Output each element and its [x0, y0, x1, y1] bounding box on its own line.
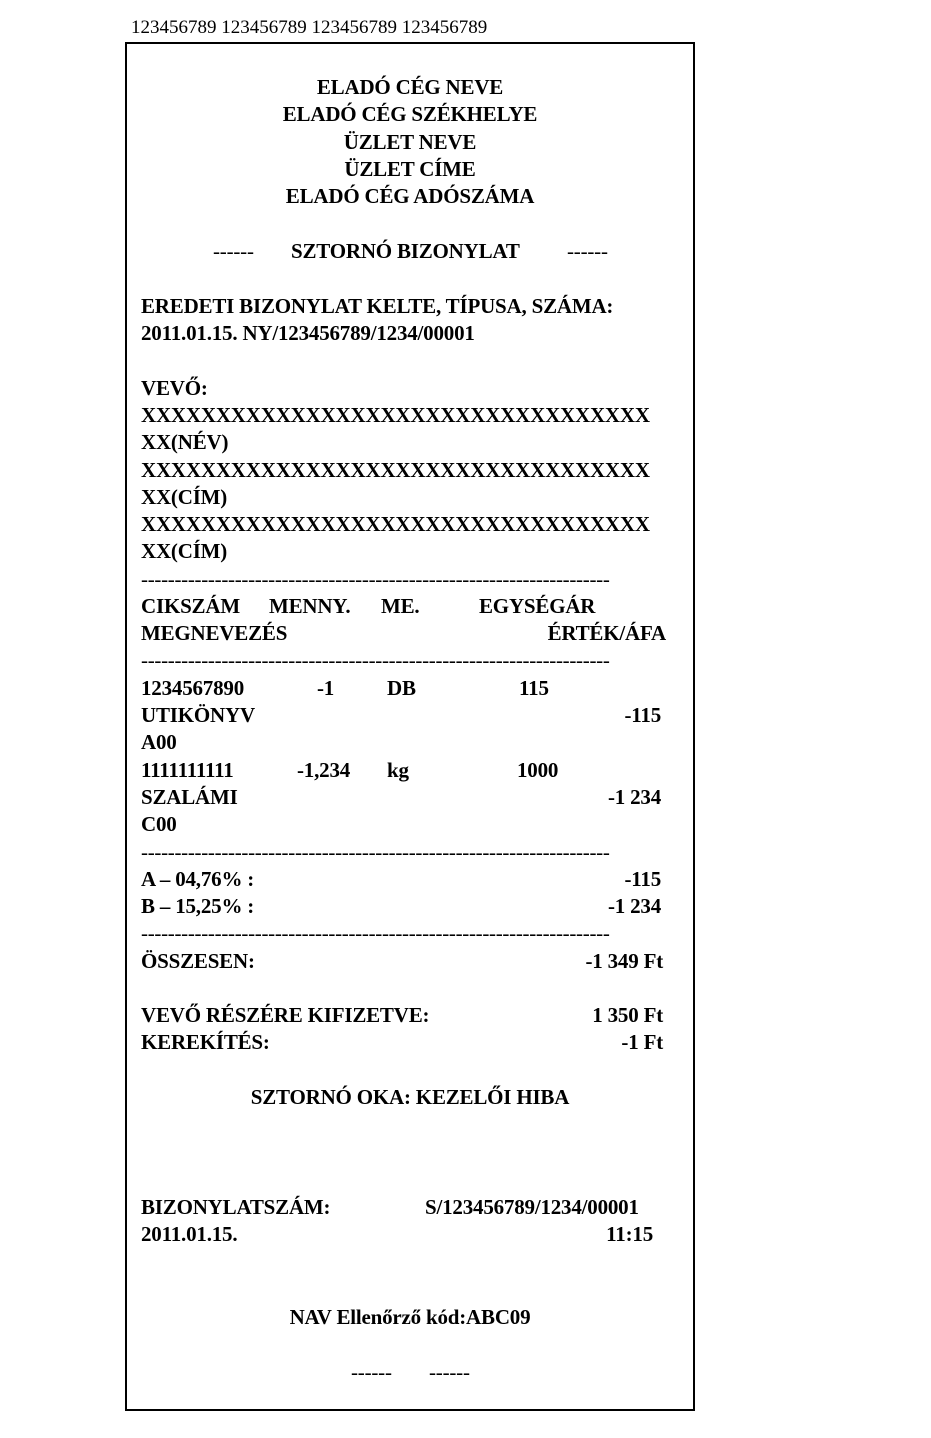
item-quantity: -1: [317, 676, 335, 700]
item-code: 1234567890: [141, 676, 245, 700]
item-vat-code: A00: [141, 730, 177, 754]
item-value: -115: [624, 703, 661, 727]
storno-receipt: [125, 42, 695, 1411]
col-description: MEGNEVEZÉS: [141, 621, 288, 645]
col-unit: ME.: [381, 594, 420, 618]
storno-reason: SZTORNÓ OKA: KEZELŐI HIBA: [250, 1085, 570, 1109]
doc-time: 11:15: [606, 1222, 653, 1246]
tax-number: ELADÓ CÉG ADÓSZÁMA: [285, 184, 535, 208]
nav-check-code: NAV Ellenőrző kód:ABC09: [289, 1305, 531, 1329]
doc-date: 2011.01.15.: [141, 1222, 238, 1246]
separator-line: ----------------------------------------------------------------------: [141, 648, 610, 672]
company-seat: ELADÓ CÉG SZÉKHELYE: [282, 102, 538, 126]
buyer-label: VEVŐ:: [141, 376, 208, 400]
company-name: ELADÓ CÉG NEVE: [316, 75, 504, 99]
item-name: UTIKÖNYV: [141, 703, 255, 727]
shop-name: ÜZLET NEVE: [343, 130, 477, 154]
separator-line: ----------------------------------------------------------------------: [141, 567, 610, 591]
doc-number-value: S/123456789/1234/00001: [425, 1195, 639, 1219]
paid-value: 1 350 Ft: [592, 1003, 663, 1027]
item-quantity: -1,234: [297, 758, 351, 782]
original-doc-value: 2011.01.15. NY/123456789/1234/00001: [141, 321, 475, 345]
title-dash-left: ------: [213, 239, 254, 263]
buyer-address2-line1: XXXXXXXXXXXXXXXXXXXXXXXXXXXXXXXXXX: [141, 512, 650, 536]
item-price: 1000: [517, 758, 559, 782]
separator-line: ----------------------------------------------------------------------: [141, 840, 610, 864]
total-label: ÖSSZESEN:: [141, 949, 255, 973]
vat-summary-value: -115: [624, 867, 661, 891]
buyer-name-line2: XX(NÉV): [141, 430, 229, 454]
buyer-address2-line2: XX(CÍM): [141, 539, 228, 563]
item-unit: DB: [387, 676, 416, 700]
col-value-vat: ÉRTÉK/ÁFA: [547, 621, 666, 645]
doc-number-label: BIZONYLATSZÁM:: [141, 1195, 331, 1219]
original-doc-label: EREDETI BIZONYLAT KELTE, TÍPUSA, SZÁMA:: [141, 294, 614, 318]
col-unit-price: EGYSÉGÁR: [479, 594, 596, 618]
separator-line: ----------------------------------------------------------------------: [141, 921, 610, 945]
item-vat-code: C00: [141, 812, 177, 836]
buyer-address1-line1: XXXXXXXXXXXXXXXXXXXXXXXXXXXXXXXXXX: [141, 458, 650, 482]
paid-label: VEVŐ RÉSZÉRE KIFIZETVE:: [141, 1003, 430, 1027]
column-ruler: 123456789 123456789 123456789 123456789: [131, 17, 488, 38]
doc-title: SZTORNÓ BIZONYLAT: [291, 239, 520, 263]
footer-dash-left: ------: [351, 1360, 392, 1384]
total-value: -1 349 Ft: [585, 949, 663, 973]
title-dash-right: ------: [567, 239, 608, 263]
rounding-label: KEREKÍTÉS:: [141, 1030, 270, 1054]
rounding-value: -1 Ft: [621, 1030, 663, 1054]
buyer-name-line1: XXXXXXXXXXXXXXXXXXXXXXXXXXXXXXXXXX: [141, 403, 650, 427]
vat-summary-label: B – 15,25% :: [141, 894, 255, 918]
item-name: SZALÁMI: [141, 785, 238, 809]
col-item-no: CIKSZÁM: [141, 594, 240, 618]
item-price: 115: [519, 676, 549, 700]
footer-dash-right: ------: [429, 1360, 470, 1384]
vat-summary-label: A – 04,76% :: [141, 867, 255, 891]
item-value: -1 234: [607, 785, 661, 809]
buyer-address1-line2: XX(CÍM): [141, 485, 228, 509]
item-unit: kg: [387, 758, 409, 782]
shop-address: ÜZLET CÍME: [344, 157, 476, 181]
col-quantity: MENNY.: [269, 594, 351, 618]
vat-summary-value: -1 234: [607, 894, 661, 918]
item-code: 1111111111: [141, 758, 234, 782]
